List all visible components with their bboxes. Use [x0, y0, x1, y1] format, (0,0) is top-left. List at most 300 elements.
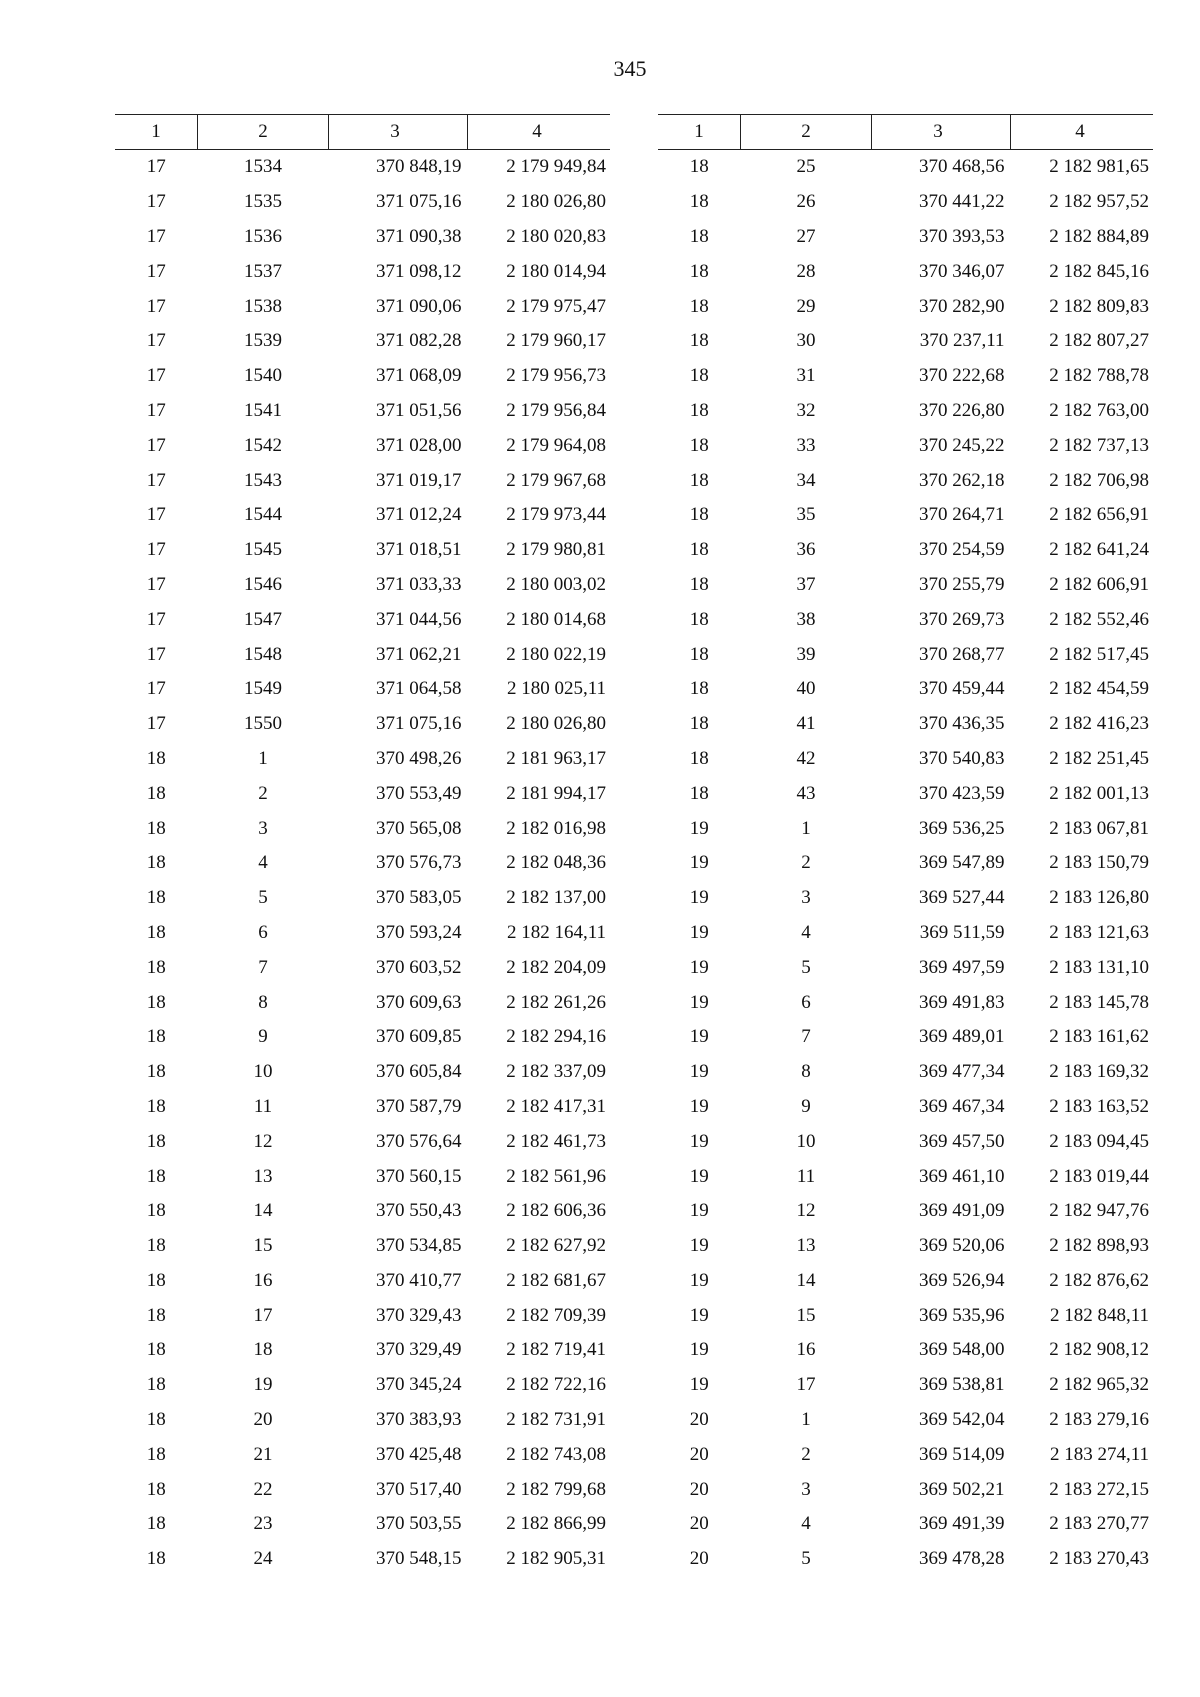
x-coordinate-cell: 370 534,85 — [376, 1235, 462, 1257]
section-number-cell: 18 — [146, 1409, 166, 1431]
y-coordinate-cell: 2 182 204,09 — [506, 956, 606, 978]
y-coordinate-cell: 2 180 026,80 — [506, 191, 606, 213]
y-coordinate-cell: 2 180 022,19 — [506, 643, 606, 665]
point-number-cell: 1 — [258, 747, 268, 769]
x-coordinate-cell: 370 498,26 — [376, 747, 462, 769]
table-row — [115, 1124, 610, 1159]
table-body — [658, 150, 1153, 1577]
y-coordinate-cell: 2 183 270,43 — [1049, 1548, 1149, 1570]
section-number-cell: 18 — [689, 643, 709, 665]
section-number-cell: 18 — [146, 852, 166, 874]
section-number-cell: 19 — [689, 1165, 709, 1187]
point-number-cell: 2 — [801, 1443, 811, 1465]
section-number-cell: 19 — [689, 1130, 709, 1152]
section-number-cell: 19 — [689, 1095, 709, 1117]
table-row — [658, 394, 1153, 429]
section-number-cell: 18 — [689, 191, 709, 213]
y-coordinate-cell: 2 182 737,13 — [1049, 434, 1149, 456]
x-coordinate-cell: 370 576,73 — [376, 852, 462, 874]
section-number-cell: 20 — [689, 1513, 709, 1535]
table-row — [115, 324, 610, 359]
point-number-cell: 1550 — [244, 713, 282, 735]
x-coordinate-cell: 370 441,22 — [919, 191, 1005, 213]
section-number-cell: 17 — [146, 330, 166, 352]
table-row — [115, 1542, 610, 1577]
section-number-cell: 18 — [146, 1548, 166, 1570]
table-row — [115, 1194, 610, 1229]
x-coordinate-cell: 370 540,83 — [919, 747, 1005, 769]
table-row — [115, 672, 610, 707]
table-row — [115, 533, 610, 568]
section-number-cell: 18 — [689, 365, 709, 387]
y-coordinate-cell: 2 183 169,32 — [1049, 1061, 1149, 1083]
table-row — [658, 150, 1153, 185]
table-row — [658, 289, 1153, 324]
y-coordinate-cell: 2 183 126,80 — [1049, 887, 1149, 909]
section-number-cell: 18 — [146, 1061, 166, 1083]
table-row — [658, 498, 1153, 533]
y-coordinate-cell: 2 182 641,24 — [1049, 539, 1149, 561]
x-coordinate-cell: 371 033,33 — [376, 573, 462, 595]
table-row — [658, 1437, 1153, 1472]
section-number-cell: 17 — [146, 191, 166, 213]
x-coordinate-cell: 370 255,79 — [919, 573, 1005, 595]
x-coordinate-cell: 369 511,59 — [919, 921, 1005, 943]
point-number-cell: 43 — [796, 782, 816, 804]
point-number-cell: 13 — [796, 1235, 816, 1257]
section-number-cell: 18 — [689, 713, 709, 735]
x-coordinate-cell: 371 018,51 — [376, 539, 462, 561]
table-row — [115, 1368, 610, 1403]
point-number-cell: 18 — [253, 1339, 273, 1361]
table-row — [658, 1298, 1153, 1333]
section-number-cell: 17 — [146, 643, 166, 665]
section-number-cell: 19 — [689, 1026, 709, 1048]
x-coordinate-cell: 370 262,18 — [919, 469, 1005, 491]
coordinates-table-right — [658, 114, 1153, 1577]
table-row — [658, 185, 1153, 220]
x-coordinate-cell: 371 051,56 — [376, 399, 462, 421]
x-coordinate-cell: 369 461,10 — [919, 1165, 1005, 1187]
table-row — [115, 707, 610, 742]
point-number-cell: 28 — [796, 260, 816, 282]
y-coordinate-cell: 2 183 131,10 — [1049, 956, 1149, 978]
x-coordinate-cell: 369 477,34 — [919, 1061, 1005, 1083]
x-coordinate-cell: 370 237,11 — [919, 330, 1005, 352]
point-number-cell: 41 — [796, 713, 816, 735]
point-number-cell: 1542 — [244, 434, 282, 456]
point-number-cell: 32 — [796, 399, 816, 421]
table-row — [115, 1437, 610, 1472]
x-coordinate-cell: 370 269,73 — [919, 608, 1005, 630]
x-coordinate-cell: 370 425,48 — [376, 1443, 462, 1465]
column-header-3: 3 — [329, 115, 468, 150]
y-coordinate-cell: 2 182 719,41 — [506, 1339, 606, 1361]
x-coordinate-cell: 369 478,28 — [919, 1548, 1005, 1570]
x-coordinate-cell: 370 548,15 — [376, 1548, 462, 1570]
section-number-cell: 18 — [689, 608, 709, 630]
y-coordinate-cell: 2 179 956,84 — [506, 399, 606, 421]
section-number-cell: 18 — [146, 1200, 166, 1222]
table-row — [115, 1507, 610, 1542]
point-number-cell: 1548 — [244, 643, 282, 665]
table-row — [658, 881, 1153, 916]
table-row — [658, 916, 1153, 951]
section-number-cell: 17 — [146, 504, 166, 526]
y-coordinate-cell: 2 182 706,98 — [1049, 469, 1149, 491]
table-row — [115, 881, 610, 916]
y-coordinate-cell: 2 182 743,08 — [506, 1443, 606, 1465]
y-coordinate-cell: 2 183 272,15 — [1049, 1478, 1149, 1500]
y-coordinate-cell: 2 182 809,83 — [1049, 295, 1149, 317]
point-number-cell: 1536 — [244, 225, 282, 247]
y-coordinate-cell: 2 179 964,08 — [506, 434, 606, 456]
point-number-cell: 39 — [796, 643, 816, 665]
section-number-cell: 18 — [146, 782, 166, 804]
section-number-cell: 18 — [146, 1235, 166, 1257]
section-number-cell: 19 — [689, 1269, 709, 1291]
y-coordinate-cell: 2 183 121,63 — [1049, 921, 1149, 943]
table-row — [115, 1229, 610, 1264]
x-coordinate-cell: 371 098,12 — [376, 260, 462, 282]
y-coordinate-cell: 2 182 337,09 — [506, 1061, 606, 1083]
table-row — [658, 1020, 1153, 1055]
section-number-cell: 20 — [689, 1548, 709, 1570]
x-coordinate-cell: 369 497,59 — [919, 956, 1005, 978]
y-coordinate-cell: 2 182 656,91 — [1049, 504, 1149, 526]
table-row — [115, 220, 610, 255]
column-header-4: 4 — [1011, 115, 1154, 150]
table-row — [658, 1055, 1153, 1090]
x-coordinate-cell: 370 609,85 — [376, 1026, 462, 1048]
table-row — [115, 1264, 610, 1299]
table-row — [115, 568, 610, 603]
x-coordinate-cell: 370 593,24 — [376, 921, 462, 943]
table-row — [115, 463, 610, 498]
y-coordinate-cell: 2 182 454,59 — [1049, 678, 1149, 700]
x-coordinate-cell: 371 090,38 — [376, 225, 462, 247]
x-coordinate-cell: 371 075,16 — [376, 713, 462, 735]
section-number-cell: 18 — [146, 1165, 166, 1187]
point-number-cell: 1538 — [244, 295, 282, 317]
section-number-cell: 19 — [689, 852, 709, 874]
section-number-cell: 18 — [689, 539, 709, 561]
point-number-cell: 6 — [258, 921, 268, 943]
point-number-cell: 3 — [258, 817, 268, 839]
section-number-cell: 17 — [146, 573, 166, 595]
section-number-cell: 17 — [146, 225, 166, 247]
point-number-cell: 1534 — [244, 156, 282, 178]
y-coordinate-cell: 2 182 294,16 — [506, 1026, 606, 1048]
section-number-cell: 18 — [689, 678, 709, 700]
x-coordinate-cell: 369 491,83 — [919, 991, 1005, 1013]
section-number-cell: 17 — [146, 469, 166, 491]
section-number-cell: 18 — [146, 817, 166, 839]
section-number-cell: 18 — [689, 260, 709, 282]
x-coordinate-cell: 370 329,43 — [376, 1304, 462, 1326]
point-number-cell: 31 — [796, 365, 816, 387]
point-number-cell: 23 — [253, 1513, 273, 1535]
section-number-cell: 18 — [146, 747, 166, 769]
x-coordinate-cell: 369 489,01 — [919, 1026, 1005, 1048]
y-coordinate-cell: 2 180 026,80 — [506, 713, 606, 735]
point-number-cell: 19 — [253, 1374, 273, 1396]
section-number-cell: 17 — [146, 295, 166, 317]
section-number-cell: 18 — [146, 1130, 166, 1152]
section-number-cell: 18 — [146, 1339, 166, 1361]
y-coordinate-cell: 2 183 270,77 — [1049, 1513, 1149, 1535]
section-number-cell: 19 — [689, 1235, 709, 1257]
y-coordinate-cell: 2 183 150,79 — [1049, 852, 1149, 874]
point-number-cell: 1537 — [244, 260, 282, 282]
point-number-cell: 11 — [253, 1095, 273, 1117]
section-number-cell: 18 — [689, 782, 709, 804]
x-coordinate-cell: 371 075,16 — [376, 191, 462, 213]
x-coordinate-cell: 370 609,63 — [376, 991, 462, 1013]
y-coordinate-cell: 2 179 967,68 — [506, 469, 606, 491]
y-coordinate-cell: 2 180 014,68 — [506, 608, 606, 630]
point-number-cell: 7 — [258, 956, 268, 978]
x-coordinate-cell: 370 329,49 — [376, 1339, 462, 1361]
y-coordinate-cell: 2 183 161,62 — [1049, 1026, 1149, 1048]
point-number-cell: 11 — [796, 1165, 816, 1187]
y-coordinate-cell: 2 182 845,16 — [1049, 260, 1149, 282]
y-coordinate-cell: 2 182 848,11 — [1049, 1304, 1149, 1326]
point-number-cell: 13 — [253, 1165, 273, 1187]
y-coordinate-cell: 2 182 957,52 — [1049, 191, 1149, 213]
y-coordinate-cell: 2 182 884,89 — [1049, 225, 1149, 247]
y-coordinate-cell: 2 183 019,44 — [1049, 1165, 1149, 1187]
point-number-cell: 1541 — [244, 399, 282, 421]
y-coordinate-cell: 2 179 973,44 — [506, 504, 606, 526]
x-coordinate-cell: 371 028,00 — [376, 434, 462, 456]
x-coordinate-cell: 369 467,34 — [919, 1095, 1005, 1117]
section-number-cell: 17 — [146, 260, 166, 282]
point-number-cell: 1547 — [244, 608, 282, 630]
x-coordinate-cell: 370 345,24 — [376, 1374, 462, 1396]
point-number-cell: 42 — [796, 747, 816, 769]
y-coordinate-cell: 2 182 606,91 — [1049, 573, 1149, 595]
y-coordinate-cell: 2 181 994,17 — [506, 782, 606, 804]
section-number-cell: 17 — [146, 399, 166, 421]
x-coordinate-cell: 371 062,21 — [376, 643, 462, 665]
table-row — [115, 289, 610, 324]
column-header-2: 2 — [741, 115, 872, 150]
section-number-cell: 18 — [146, 1026, 166, 1048]
table-row — [658, 1124, 1153, 1159]
section-number-cell: 18 — [689, 434, 709, 456]
point-number-cell: 1543 — [244, 469, 282, 491]
table-row — [115, 1333, 610, 1368]
x-coordinate-cell: 369 542,04 — [919, 1409, 1005, 1431]
section-number-cell: 20 — [689, 1478, 709, 1500]
section-number-cell: 20 — [689, 1443, 709, 1465]
table-row — [658, 1264, 1153, 1299]
point-number-cell: 1539 — [244, 330, 282, 352]
x-coordinate-cell: 369 538,81 — [919, 1374, 1005, 1396]
point-number-cell: 15 — [253, 1235, 273, 1257]
x-coordinate-cell: 370 576,64 — [376, 1130, 462, 1152]
section-number-cell: 18 — [689, 295, 709, 317]
table-row — [658, 220, 1153, 255]
point-number-cell: 2 — [801, 852, 811, 874]
section-number-cell: 18 — [689, 225, 709, 247]
x-coordinate-cell: 370 503,55 — [376, 1513, 462, 1535]
point-number-cell: 1535 — [244, 191, 282, 213]
x-coordinate-cell: 370 848,19 — [376, 156, 462, 178]
point-number-cell: 10 — [796, 1130, 816, 1152]
section-number-cell: 19 — [689, 991, 709, 1013]
table-row — [658, 776, 1153, 811]
point-number-cell: 3 — [801, 887, 811, 909]
y-coordinate-cell: 2 182 606,36 — [506, 1200, 606, 1222]
x-coordinate-cell: 370 583,05 — [376, 887, 462, 909]
table-row — [658, 1472, 1153, 1507]
point-number-cell: 8 — [258, 991, 268, 1013]
section-number-cell: 19 — [689, 817, 709, 839]
y-coordinate-cell: 2 182 164,11 — [506, 921, 606, 943]
table-row — [115, 359, 610, 394]
table-row — [115, 254, 610, 289]
table-row — [115, 1020, 610, 1055]
x-coordinate-cell: 369 514,09 — [919, 1443, 1005, 1465]
section-number-cell: 19 — [689, 956, 709, 978]
x-coordinate-cell: 369 527,44 — [919, 887, 1005, 909]
point-number-cell: 1544 — [244, 504, 282, 526]
x-coordinate-cell: 370 268,77 — [919, 643, 1005, 665]
point-number-cell: 9 — [258, 1026, 268, 1048]
section-number-cell: 18 — [146, 1513, 166, 1535]
section-number-cell: 18 — [146, 1478, 166, 1500]
point-number-cell: 1549 — [244, 678, 282, 700]
x-coordinate-cell: 370 605,84 — [376, 1061, 462, 1083]
page-number: 345 — [613, 56, 647, 81]
table-row — [658, 1333, 1153, 1368]
y-coordinate-cell: 2 182 001,13 — [1049, 782, 1149, 804]
point-number-cell: 1 — [801, 1409, 811, 1431]
x-coordinate-cell: 371 019,17 — [376, 469, 462, 491]
point-number-cell: 33 — [796, 434, 816, 456]
y-coordinate-cell: 2 182 016,98 — [506, 817, 606, 839]
x-coordinate-cell: 369 547,89 — [919, 852, 1005, 874]
x-coordinate-cell: 370 565,08 — [376, 817, 462, 839]
x-coordinate-cell: 370 346,07 — [919, 260, 1005, 282]
y-coordinate-cell: 2 182 876,62 — [1049, 1269, 1149, 1291]
table-row — [115, 1055, 610, 1090]
point-number-cell: 20 — [253, 1409, 273, 1431]
table-row — [115, 1472, 610, 1507]
y-coordinate-cell: 2 182 627,92 — [506, 1235, 606, 1257]
table-row — [115, 846, 610, 881]
y-coordinate-cell: 2 180 020,83 — [506, 225, 606, 247]
x-coordinate-cell: 370 423,59 — [919, 782, 1005, 804]
table-row — [115, 1159, 610, 1194]
point-number-cell: 12 — [253, 1130, 273, 1152]
x-coordinate-cell: 371 090,06 — [376, 295, 462, 317]
x-coordinate-cell: 371 012,24 — [376, 504, 462, 526]
y-coordinate-cell: 2 183 163,52 — [1049, 1095, 1149, 1117]
table-row — [115, 428, 610, 463]
point-number-cell: 27 — [796, 225, 816, 247]
x-coordinate-cell: 370 226,80 — [919, 399, 1005, 421]
x-coordinate-cell: 370 603,52 — [376, 956, 462, 978]
x-coordinate-cell: 370 550,43 — [376, 1200, 462, 1222]
y-coordinate-cell: 2 182 722,16 — [506, 1374, 606, 1396]
table-row — [658, 742, 1153, 777]
y-coordinate-cell: 2 179 949,84 — [506, 156, 606, 178]
point-number-cell: 21 — [253, 1443, 273, 1465]
table-row — [658, 637, 1153, 672]
section-number-cell: 18 — [146, 956, 166, 978]
section-number-cell: 18 — [146, 1269, 166, 1291]
table-row — [115, 950, 610, 985]
y-coordinate-cell: 2 183 279,16 — [1049, 1409, 1149, 1431]
point-number-cell: 10 — [253, 1061, 273, 1083]
y-coordinate-cell: 2 182 261,26 — [506, 991, 606, 1013]
section-number-cell: 18 — [146, 1443, 166, 1465]
y-coordinate-cell: 2 182 709,39 — [506, 1304, 606, 1326]
section-number-cell: 17 — [146, 539, 166, 561]
y-coordinate-cell: 2 181 963,17 — [506, 747, 606, 769]
point-number-cell: 5 — [258, 887, 268, 909]
y-coordinate-cell: 2 183 145,78 — [1049, 991, 1149, 1013]
column-header-3: 3 — [872, 115, 1011, 150]
point-number-cell: 16 — [796, 1339, 816, 1361]
y-coordinate-cell: 2 182 898,93 — [1049, 1235, 1149, 1257]
section-number-cell: 19 — [689, 1061, 709, 1083]
section-number-cell: 18 — [146, 1304, 166, 1326]
table-row — [658, 707, 1153, 742]
point-number-cell: 36 — [796, 539, 816, 561]
point-number-cell: 40 — [796, 678, 816, 700]
y-coordinate-cell: 2 182 866,99 — [506, 1513, 606, 1535]
y-coordinate-cell: 2 183 274,11 — [1049, 1443, 1149, 1465]
table-row — [658, 1507, 1153, 1542]
point-number-cell: 9 — [801, 1095, 811, 1117]
section-number-cell: 17 — [146, 608, 166, 630]
table-row — [115, 498, 610, 533]
x-coordinate-cell: 370 254,59 — [919, 539, 1005, 561]
table-body — [115, 150, 610, 1577]
point-number-cell: 1 — [801, 817, 811, 839]
section-number-cell: 18 — [689, 156, 709, 178]
table-row — [658, 254, 1153, 289]
section-number-cell: 17 — [146, 434, 166, 456]
y-coordinate-cell: 2 182 965,32 — [1049, 1374, 1149, 1396]
section-number-cell: 18 — [146, 1095, 166, 1117]
y-coordinate-cell: 2 182 561,96 — [506, 1165, 606, 1187]
y-coordinate-cell: 2 180 025,11 — [506, 678, 606, 700]
section-number-cell: 19 — [689, 1304, 709, 1326]
y-coordinate-cell: 2 180 003,02 — [506, 573, 606, 595]
column-header-4: 4 — [468, 115, 611, 150]
x-coordinate-cell: 370 410,77 — [376, 1269, 462, 1291]
y-coordinate-cell: 2 183 094,45 — [1049, 1130, 1149, 1152]
x-coordinate-cell: 370 517,40 — [376, 1478, 462, 1500]
x-coordinate-cell: 370 436,35 — [919, 713, 1005, 735]
table-row — [658, 1090, 1153, 1125]
x-coordinate-cell: 370 468,56 — [919, 156, 1005, 178]
table-row — [658, 1542, 1153, 1577]
x-coordinate-cell: 370 383,93 — [376, 1409, 462, 1431]
point-number-cell: 2 — [258, 782, 268, 804]
point-number-cell: 1546 — [244, 573, 282, 595]
section-number-cell: 19 — [689, 1200, 709, 1222]
x-coordinate-cell: 370 553,49 — [376, 782, 462, 804]
y-coordinate-cell: 2 182 799,68 — [506, 1478, 606, 1500]
point-number-cell: 4 — [801, 1513, 811, 1535]
y-coordinate-cell: 2 179 975,47 — [506, 295, 606, 317]
